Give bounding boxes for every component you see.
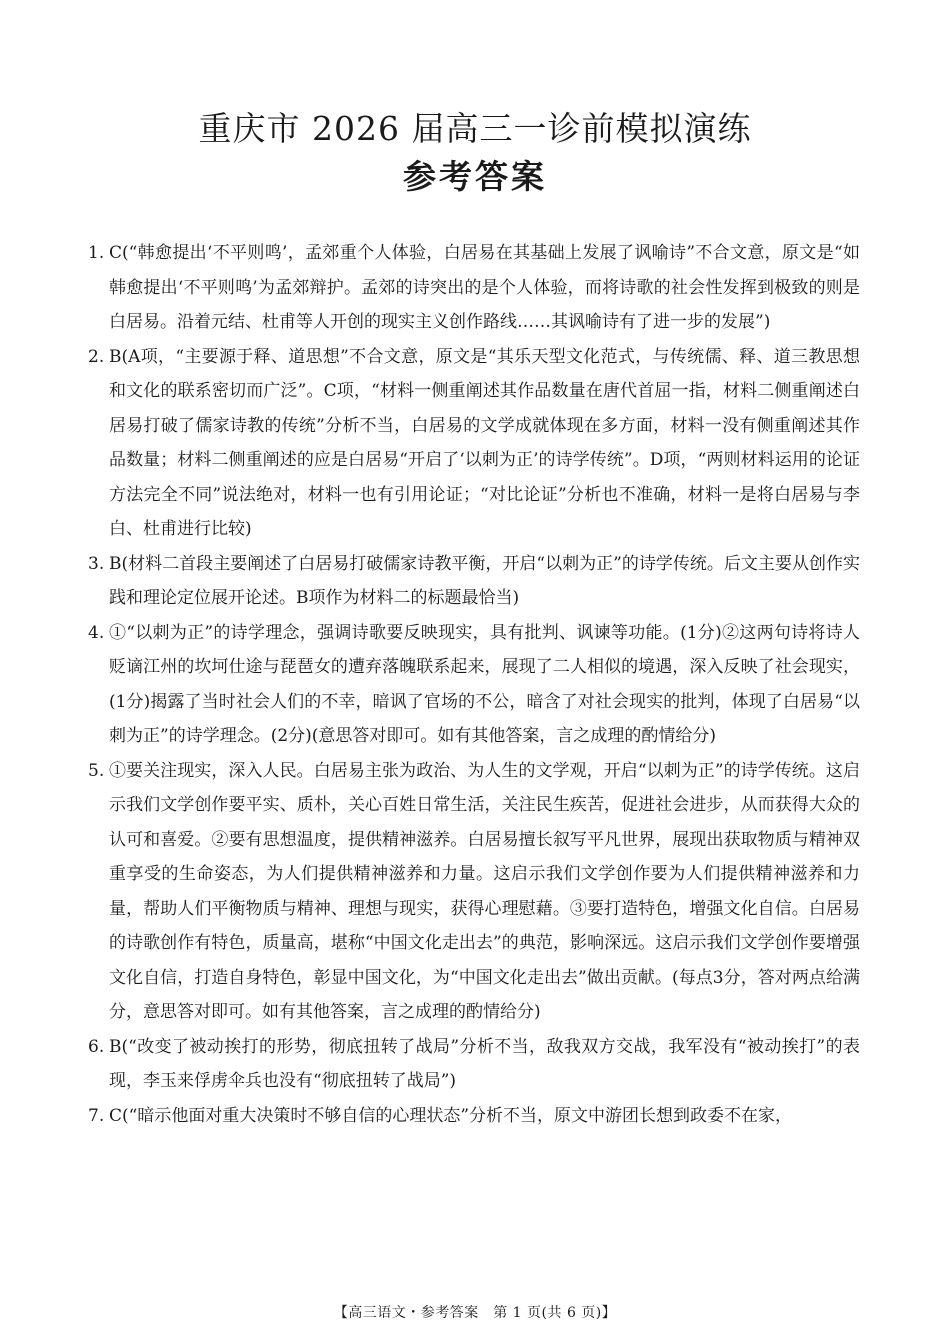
answer-number: 6. [88, 1036, 105, 1057]
page-footer: 【高三语文・参考答案 第 1 页(共 6 页)】 [333, 1305, 617, 1321]
answer-number: 2. [88, 346, 105, 367]
answer-text: ①要关注现实，深入人民。白居易主张为政治、为人生的文学观，开启“以刺为正”的诗学传统。这启示我们文学创作要平实、质朴，关心百姓日常生活，关注民生疾苦，促进社会进步，从而获得大众的认可和喜爱。②要有思想温度，提供精神滋养。白居易擅长叙写平凡世界，展现出获取物质与精神双重享受的生命姿态，为人们提供精神滋养和力量。这启示我们文学创作要为人们提供精神滋养和力量，帮助人们平衡物质与精神、理想与现实，获得心理慰藉。③要打造特色，增强文化自信。白居易的诗歌创作有特色，质量高，堪称“中国文化走出去”的典范，影响深远。这启示我们文学创作要增强文化自信，打造自身特色，彰显中国文化，为“中国文化走出去”做出贡献。(每点3分，答对两点给满分，意思答对即可。如有其他答案，言之成理的酌情给分) [109, 760, 861, 1022]
answer-item-4 [88, 616, 860, 754]
document-title: 重庆市 2026 届高三一诊前模拟演练 [198, 109, 752, 148]
answer-list [88, 236, 860, 1133]
answer-number: 1. [88, 243, 105, 263]
answer-item-5 [88, 754, 860, 1030]
answer-item-6 [88, 1030, 860, 1099]
answer-number: 4. [88, 622, 105, 643]
answer-text: C(“暗示他面对重大决策时不够自信的心理状态”分析不当，原文中游团长想到政委不在家， [109, 1105, 793, 1126]
answer-number: 7. [88, 1105, 105, 1126]
answer-number: 3. [88, 553, 105, 574]
answer-item-1 [88, 236, 860, 340]
answer-item-2 [88, 340, 860, 547]
document-subtitle: 参考答案 [403, 157, 547, 196]
answer-text: B(“改变了被动挨打的形势，彻底扭转了战局”分析不当，敌我双方交战，我军没有“被动挨打”的表现，李玉来俘虏伞兵也没有“彻底扭转了战局”) [109, 1036, 860, 1091]
answer-text: ①“以刺为正”的诗学理念，强调诗歌要反映现实，具有批判、讽谏等功能。(1分)②这两句诗将诗人贬谪江州的坎坷仕途与琵琶女的遭弃落魄联系起来，展现了二人相似的境遇，深入反映了社会现实，(1分)揭露了当时社会人们的不幸，暗讽了官场的不公，暗含了对社会现实的批判，体现了白居易“以刺为正”的诗学理念。(2分)(意思答对即可。如有其他答案，言之成理的酌情给分) [109, 622, 860, 746]
answer-text: B(A项，“主要源于释、道思想”不合文意，原文是“其乐天型文化范式，与传统儒、释、道三教思想和文化的联系密切而广泛”。C项，“材料一侧重阐述其作品数量在唐代首屈一指，材料二侧重阐述白居易打破了儒家诗教的传统”分析不当，白居易的文学成就体现在多方面，材料一没有侧重阐述其作品数量；材料二侧重阐述的应是白居易“开启了‘以刺为正’的诗学传统”。D项，“两则材料运用的论证方法完全不同”说法绝对，材料一也有引用论证；“对比论证”分析也不准确，材料一是将白居易与李白、杜甫进行比较) [109, 346, 860, 539]
answer-item-3 [88, 547, 860, 616]
answer-item-7 [88, 1099, 860, 1134]
answer-number: 5. [88, 760, 105, 781]
answer-text: C(“韩愈提出‘不平则鸣’，孟郊重个人体验，白居易在其基础上发展了讽喻诗”不合文意，原文是“如韩愈提出‘不平则鸣’为孟郊辩护。孟郊的诗突出的是个人体验，而将诗歌的社会性发挥到极致的则是白居易。沿着元结、杜甫等人开创的现实主义创作路线……其讽喻诗有了进一步的发展”) [109, 243, 860, 332]
answer-text: B(材料二首段主要阐述了白居易打破儒家诗教平衡，开启“以刺为正”的诗学传统。后文主要从创作实践和理论定位展开论述。B项作为材料二的标题最恰当) [109, 553, 860, 608]
